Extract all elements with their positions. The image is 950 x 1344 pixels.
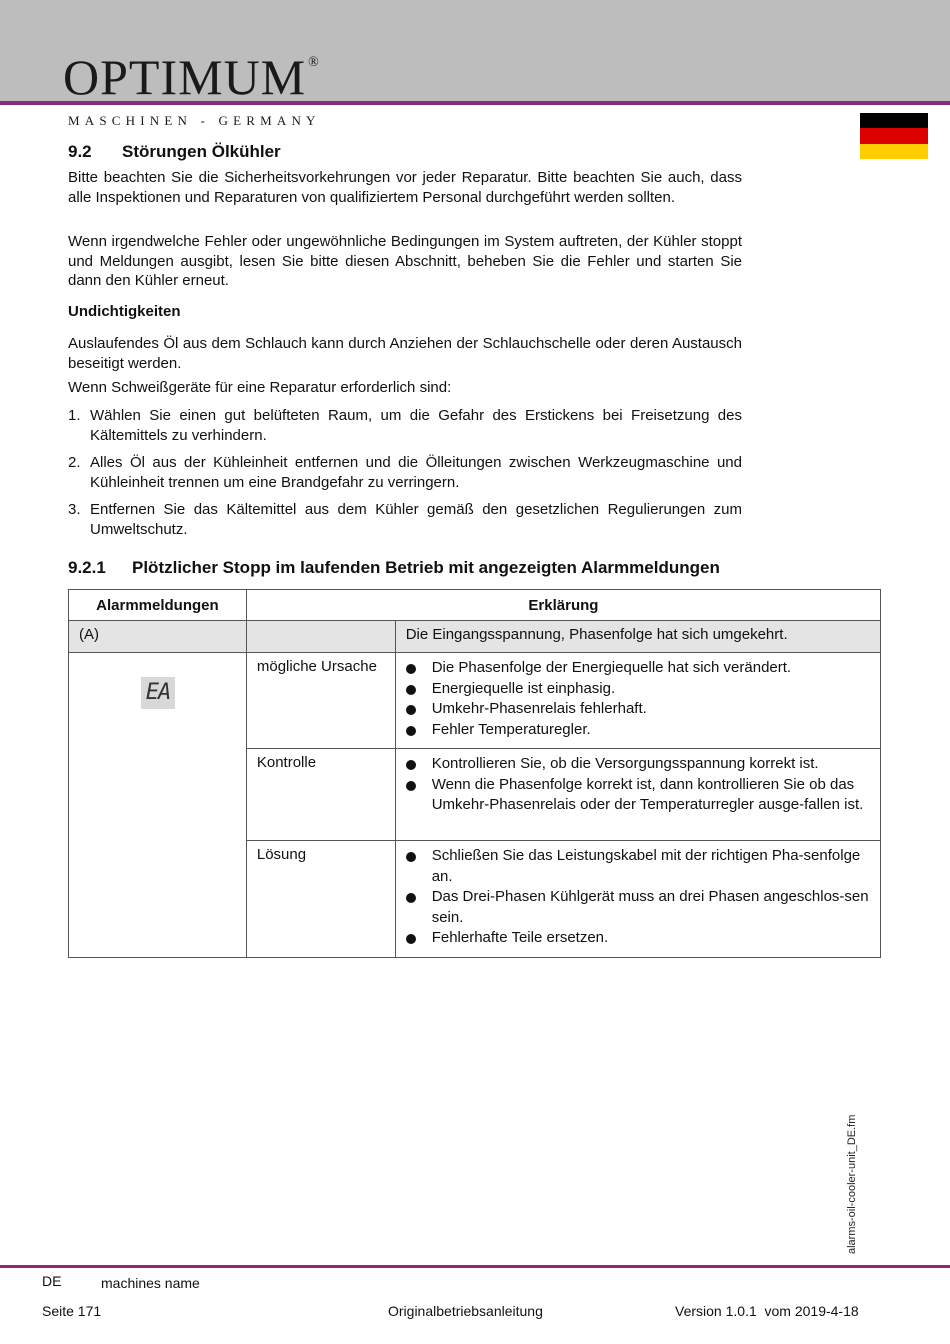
table-row (69, 653, 881, 749)
german-flag-icon (860, 113, 928, 159)
footer-language: DE (42, 1273, 62, 1289)
footer-divider (0, 1265, 950, 1268)
list-item: Fehler Temperaturegler. (396, 720, 870, 741)
list-item: Die Phasenfolge der Energiequelle hat sich verändert. (396, 658, 870, 679)
table-row (69, 621, 881, 653)
list-item: 2. Alles Öl aus der Kühleinheit entfernen und die Ölleitungen zwischen Werkzeugmaschine und Kühleinheit trennen um eine Brandgefahr zu verringern. (68, 454, 742, 491)
solution-list (395, 841, 880, 958)
check-list (395, 749, 880, 841)
alarm-table (68, 589, 881, 958)
alarm-code: (A) (69, 621, 247, 653)
row-label: Lösung (246, 841, 395, 958)
empty-cell (246, 621, 395, 653)
list-item: Energiequelle ist einphasig. (396, 679, 870, 700)
intro-paragraph: Bitte beachten Sie die Sicherheitsvorkehrungen vor jeder Reparatur. Bitte beachten Sie auch, dass alle Inspektionen und Reparaturen von qualifiziertem Personal durchgeführt werden sollten. (68, 169, 742, 206)
list-item: Umkehr-Phasenrelais fehlerhaft. (396, 699, 870, 720)
cause-list (395, 653, 880, 749)
repair-steps-list (68, 406, 742, 539)
row-label: mögliche Ursache (246, 653, 395, 749)
col-header-explanation: Erklärung (246, 590, 880, 621)
alarm-display: EA (141, 677, 175, 709)
alarm-summary: Die Eingangsspannung, Phasenfolge hat sich umgekehrt. (395, 621, 880, 653)
footer-document-title: Originalbetriebsanleitung (388, 1303, 543, 1319)
list-item: Fehlerhafte Teile ersetzen. (396, 928, 870, 949)
welding-paragraph: Wenn Schweißgeräte für eine Reparatur erforderlich sind: (68, 379, 452, 396)
subsection-heading: 9.2.1 Plötzlicher Stopp im laufenden Betrieb mit angezeigten Alarmmeldungen (68, 558, 720, 577)
list-item: Schließen Sie das Leistungskabel mit der richtigen Pha-senfolge an. (396, 846, 870, 887)
row-label: Kontrolle (246, 749, 395, 841)
flag-stripe-red (860, 128, 928, 143)
col-header-alarm: Alarmmeldungen (69, 590, 247, 621)
table-header-row (69, 590, 881, 621)
brand-logo: OPTIMUM ® (63, 49, 320, 105)
list-item: Wenn die Phasenfolge korrekt ist, dann kontrollieren Sie ob das Umkehr-Phasenrelais oder der Temperaturregler ausge-fallen ist. (396, 775, 870, 816)
flag-stripe-black (860, 113, 928, 128)
error-paragraph: Wenn irgendwelche Fehler oder ungewöhnliche Bedingungen im System auftreten, der Kühler stoppt und Meldungen ausgibt, lesen Sie bitte diesen Abschnitt, beheben Sie die Fehler und starten Sie dann den Kühler erneut. (68, 233, 742, 289)
leak-paragraph: Auslaufendes Öl aus dem Schlauch kann durch Anziehen der Schlauchschelle oder deren Austausch beseitigt werden. (68, 335, 742, 372)
leak-subheading: Undichtigkeiten (68, 303, 181, 320)
footer-machine-name: machines name (101, 1275, 200, 1291)
flag-stripe-gold (860, 144, 928, 159)
list-item: Kontrollieren Sie, ob die Versorgungsspannung korrekt ist. (396, 754, 870, 775)
list-item: 1. Wählen Sie einen gut belüfteten Raum, um die Gefahr des Erstickens bei Freisetzung des Kältemittels zu verhindern. (68, 407, 742, 444)
file-name-label: alarms-oil-cooler-unit_DE.fm (846, 1114, 858, 1254)
section-heading: 9.2 Störungen Ölkühler (68, 142, 281, 161)
list-item: 3. Entfernen Sie das Kältemittel aus dem Kühler gemäß den gesetzlichen Regulierungen zum Umweltschutz. (68, 501, 742, 538)
list-item: Das Drei-Phasen Kühlgerät muss an drei Phasen angeschlos-sen sein. (396, 887, 870, 928)
display-cell (69, 653, 247, 958)
brand-tagline: MASCHINEN - GERMANY (68, 113, 321, 128)
footer-page-number: Seite 171 (42, 1303, 102, 1319)
footer-version: Version 1.0.1 vom 2019-4-18 (675, 1303, 859, 1319)
